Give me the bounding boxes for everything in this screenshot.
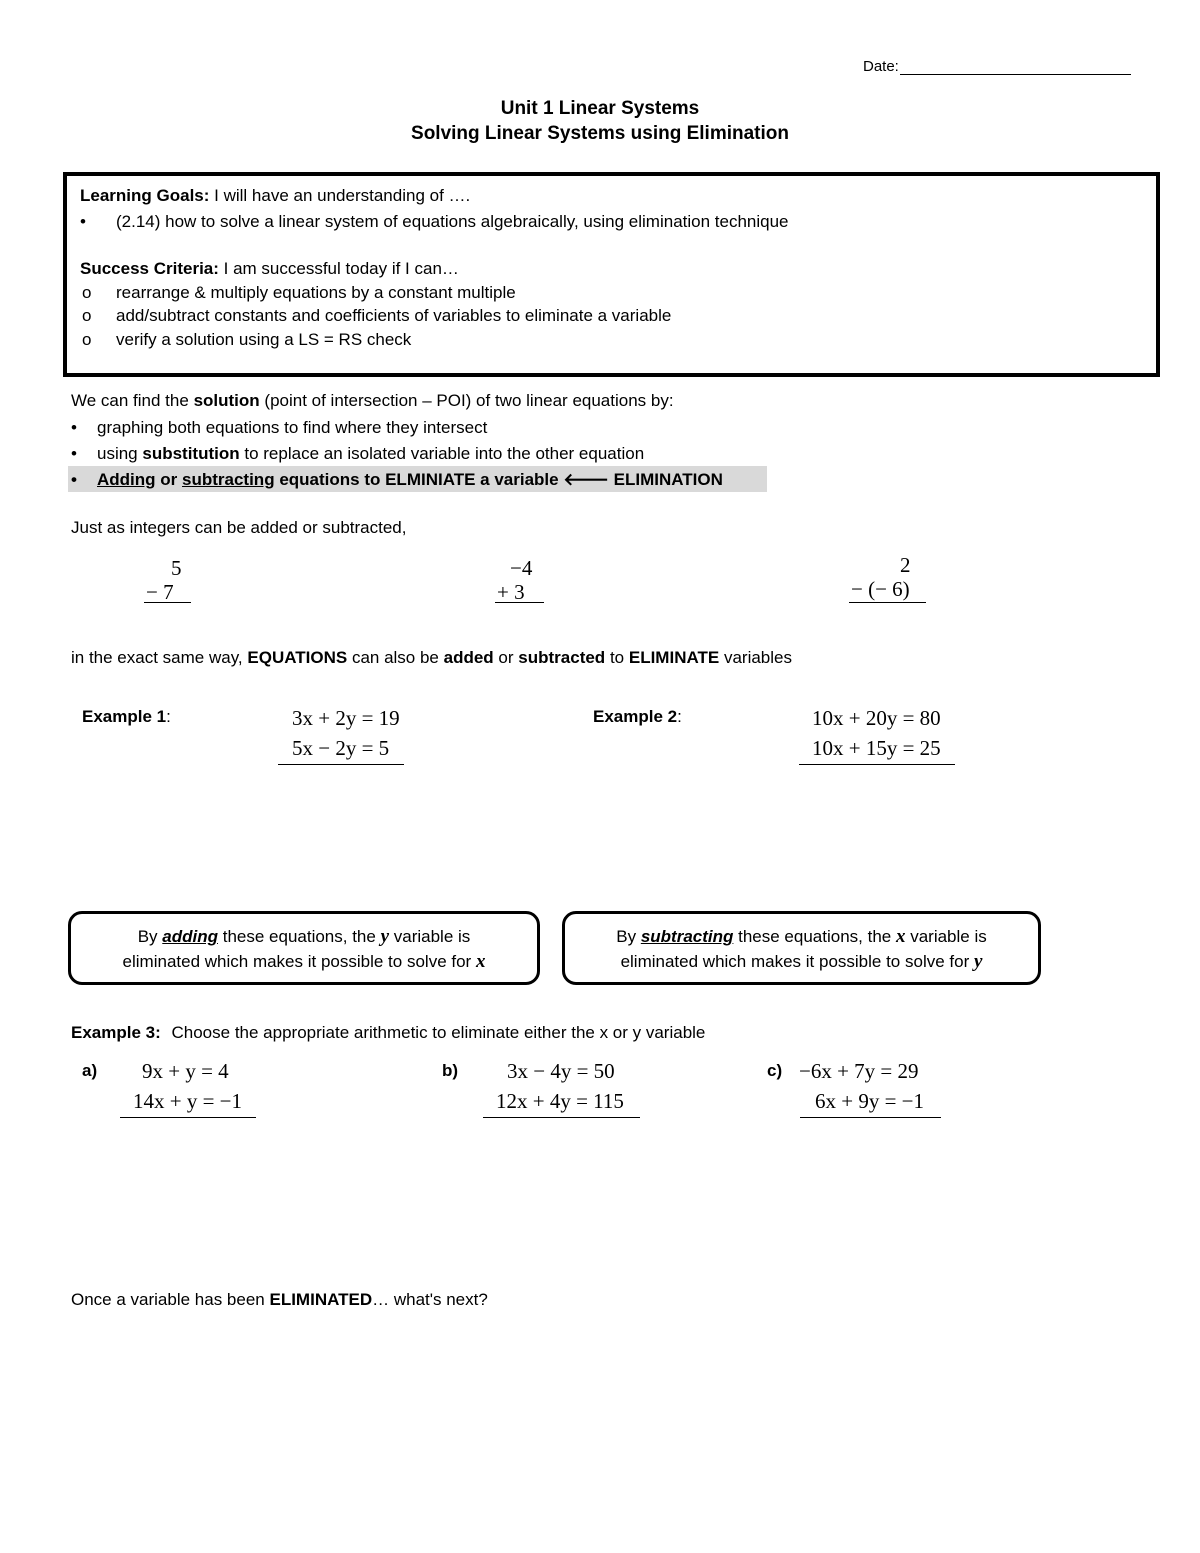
integer-ex2-line xyxy=(495,602,544,603)
date-field[interactable] xyxy=(863,58,899,75)
added-word: added xyxy=(443,648,494,667)
part-a-line xyxy=(120,1117,256,1118)
or-word: or xyxy=(160,470,178,489)
example3-text: Choose the appropriate arithmetic to eliminate either the x or y variable xyxy=(171,1023,706,1042)
success-criteria-heading xyxy=(80,259,459,279)
intro-sentence xyxy=(71,391,674,411)
integer-ex3-line xyxy=(849,602,926,603)
note-post: variable is xyxy=(910,927,987,946)
success-item-text: rearrange & multiply equations by a constant multiple xyxy=(116,283,516,302)
integer-ex2-top: −4 xyxy=(510,556,533,580)
part-c-eq2: 6x + 9y = −1 xyxy=(815,1089,925,1113)
method-text xyxy=(97,444,644,464)
method-text xyxy=(97,470,723,490)
note-var: x xyxy=(475,951,486,972)
example2-colon: : xyxy=(677,707,682,726)
part-a-eq1: 9x + y = 4 xyxy=(142,1059,229,1083)
example2-label-text: Example 2 xyxy=(593,707,678,726)
method-item-substitution xyxy=(71,444,645,464)
part-c-label: c) xyxy=(767,1061,783,1080)
subtracting-word: subtracting xyxy=(182,470,275,489)
note-key: subtracting xyxy=(640,927,734,946)
intro-pre: We can find the xyxy=(71,391,189,410)
success-item-text: verify a solution using a LS = RS check xyxy=(116,330,412,349)
title-line1: Unit 1 Linear Systems xyxy=(500,98,700,119)
same-way-sentence xyxy=(71,648,792,668)
bullet-icon: • xyxy=(71,444,77,463)
eliminate-word: ELIMINATE xyxy=(628,648,720,667)
circle-bullet-icon: o xyxy=(82,330,92,349)
part-c-line xyxy=(800,1117,941,1118)
success-criteria-label: Success Criteria: xyxy=(80,259,219,278)
intro-post: (point of intersection – POI) of two linear equations by: xyxy=(264,391,674,410)
note-line2-text: eliminated which makes it possible to solve for xyxy=(122,952,472,971)
same-way-mid2: or xyxy=(498,648,514,667)
left-arrow-icon: 🡐 xyxy=(563,470,609,489)
equations-word: EQUATIONS xyxy=(247,648,348,667)
same-way-mid1: can also be xyxy=(351,648,439,667)
example3-heading xyxy=(71,1023,705,1043)
part-b-line xyxy=(483,1117,640,1118)
integer-ex1-top: 5 xyxy=(171,556,182,580)
part-b-eq1: 3x − 4y = 50 xyxy=(507,1059,615,1083)
date-line xyxy=(900,74,1131,75)
example1-eq1: 3x + 2y = 19 xyxy=(292,706,400,730)
learning-goal-item xyxy=(80,212,789,232)
circle-bullet-icon: o xyxy=(82,283,92,302)
date-label: Date: xyxy=(863,58,899,75)
page-title xyxy=(0,96,1200,146)
integer-ex1-line xyxy=(144,602,191,603)
example1-line xyxy=(278,764,404,765)
example1-label xyxy=(82,707,171,727)
example2-label xyxy=(593,707,682,727)
success-criteria-text: I am successful today if I can… xyxy=(223,259,459,278)
note-var: y xyxy=(973,951,983,972)
note-var: x xyxy=(895,926,906,947)
note-line2-text: eliminated which makes it possible to solve for xyxy=(620,952,970,971)
integer-ex3-bottom: − (− 6) xyxy=(851,577,910,601)
integer-ex1-bottom: − 7 xyxy=(146,580,174,604)
subtracting-note-line1 xyxy=(565,924,1038,949)
title-line2: Solving Linear Systems using Elimination xyxy=(411,123,789,144)
method-post: to replace an isolated variable into the other equation xyxy=(244,444,645,463)
subtracting-note-line2 xyxy=(565,949,1038,974)
part-b-label: b) xyxy=(442,1061,459,1080)
closing-question xyxy=(71,1290,488,1310)
method-text: graphing both equations to find where they intersect xyxy=(97,418,488,437)
method-item-graphing xyxy=(71,418,488,438)
adding-word: Adding xyxy=(97,470,156,489)
note-var: y xyxy=(380,926,390,947)
closing-bold: ELIMINATED xyxy=(269,1290,373,1309)
note-key: adding xyxy=(162,927,218,946)
same-way-mid3: to xyxy=(609,648,625,667)
method-pre: using xyxy=(97,444,138,463)
method-rest: equations to ELMINIATE a variable xyxy=(279,470,559,489)
success-item xyxy=(82,330,412,350)
method-item-elimination xyxy=(71,470,723,490)
bullet-icon: • xyxy=(71,418,77,437)
subtracting-note-box xyxy=(562,911,1041,985)
note-mid: these equations, the xyxy=(222,927,376,946)
note-post: variable is xyxy=(393,927,471,946)
integers-lead: Just as integers can be added or subtracted, xyxy=(71,518,407,537)
same-way-post: variables xyxy=(723,648,792,667)
elimination-word: ELIMINATION xyxy=(613,470,723,489)
part-c-eq1: −6x + 7y = 29 xyxy=(799,1059,919,1083)
integer-ex3-top: 2 xyxy=(900,553,911,577)
subtracted-word: subtracted xyxy=(518,648,606,667)
closing-pre: Once a variable has been xyxy=(71,1290,265,1309)
adding-note-line1 xyxy=(71,924,537,949)
adding-note-line2 xyxy=(71,949,537,974)
same-way-pre: in the exact same way, xyxy=(71,648,243,667)
success-item-text: add/subtract constants and coefficients of variables to eliminate a variable xyxy=(116,306,672,325)
part-a-eq2: 14x + y = −1 xyxy=(133,1089,243,1113)
closing-post: … what's next? xyxy=(372,1290,488,1309)
learning-goals-label: Learning Goals: xyxy=(80,186,210,205)
note-pre: By xyxy=(137,927,158,946)
method-bold: substitution xyxy=(142,444,240,463)
circle-bullet-icon: o xyxy=(82,306,92,325)
example1-label-text: Example 1 xyxy=(82,707,167,726)
example2-eq2: 10x + 15y = 25 xyxy=(812,736,941,760)
success-item xyxy=(82,306,672,326)
intro-solution: solution xyxy=(193,391,260,410)
bullet-icon: • xyxy=(71,470,77,489)
example1-eq2: 5x − 2y = 5 xyxy=(292,736,390,760)
note-pre: By xyxy=(616,927,637,946)
part-b-eq2: 12x + 4y = 115 xyxy=(496,1089,624,1113)
integer-ex2-bottom: + 3 xyxy=(497,580,525,604)
part-a-label: a) xyxy=(82,1061,98,1080)
example2-line xyxy=(799,764,955,765)
example3-label: Example 3: xyxy=(71,1023,161,1042)
learning-goals-heading xyxy=(80,186,470,206)
example1-colon: : xyxy=(166,707,171,726)
learning-goal-text: (2.14) how to solve a linear system of equations algebraically, using elimination technique xyxy=(116,212,789,231)
note-mid: these equations, the xyxy=(738,927,892,946)
bullet-icon: • xyxy=(80,212,86,231)
learning-goals-text: I will have an understanding of …. xyxy=(214,186,471,205)
success-item xyxy=(82,283,516,303)
adding-note-box xyxy=(68,911,540,985)
example2-eq1: 10x + 20y = 80 xyxy=(812,706,941,730)
